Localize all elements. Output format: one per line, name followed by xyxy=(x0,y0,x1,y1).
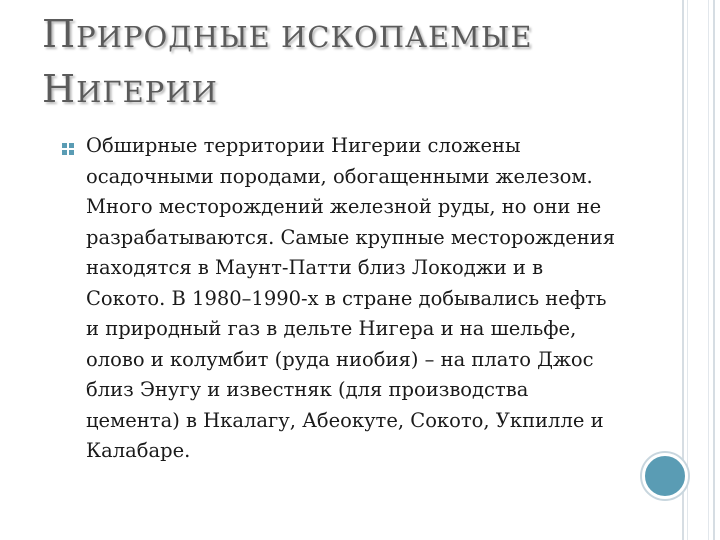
content-body xyxy=(62,131,622,467)
title-text: РИРОДНЫЕ ИСКОПАЕМЫЕ xyxy=(76,20,533,54)
decorative-circle xyxy=(642,453,688,499)
decorative-rule xyxy=(713,0,715,540)
decorative-rule xyxy=(708,0,709,540)
title-line-1 xyxy=(42,8,642,63)
decorative-rule xyxy=(682,0,684,540)
square-bullet-icon xyxy=(61,139,79,157)
title-initial: Н xyxy=(42,67,77,111)
title-text: ИГЕРИИ xyxy=(76,75,218,109)
page-title xyxy=(42,8,642,118)
title-line-2 xyxy=(42,63,642,118)
title-initial: П xyxy=(42,12,77,56)
decorative-rule xyxy=(687,0,688,540)
bullet-paragraph: Обширные территории Нигерии сложены осадочными породами, обогащенными железом. Много месторождений железной руды, но они не разрабатываются. Самые крупные месторождения находятся в Маунт-Патти близ Локоджи и в Сокото. В 1980–1990-х в стране добывались нефть и природный газ в дельте Нигера и на шельфе, олово и колумбит (руда ниобия) – на плато Джос близ Энугу и известняк (для производства цемента) в Нкалагу, Абеокуте, Сокото, Укпилле и Калабаре. xyxy=(86,134,616,462)
